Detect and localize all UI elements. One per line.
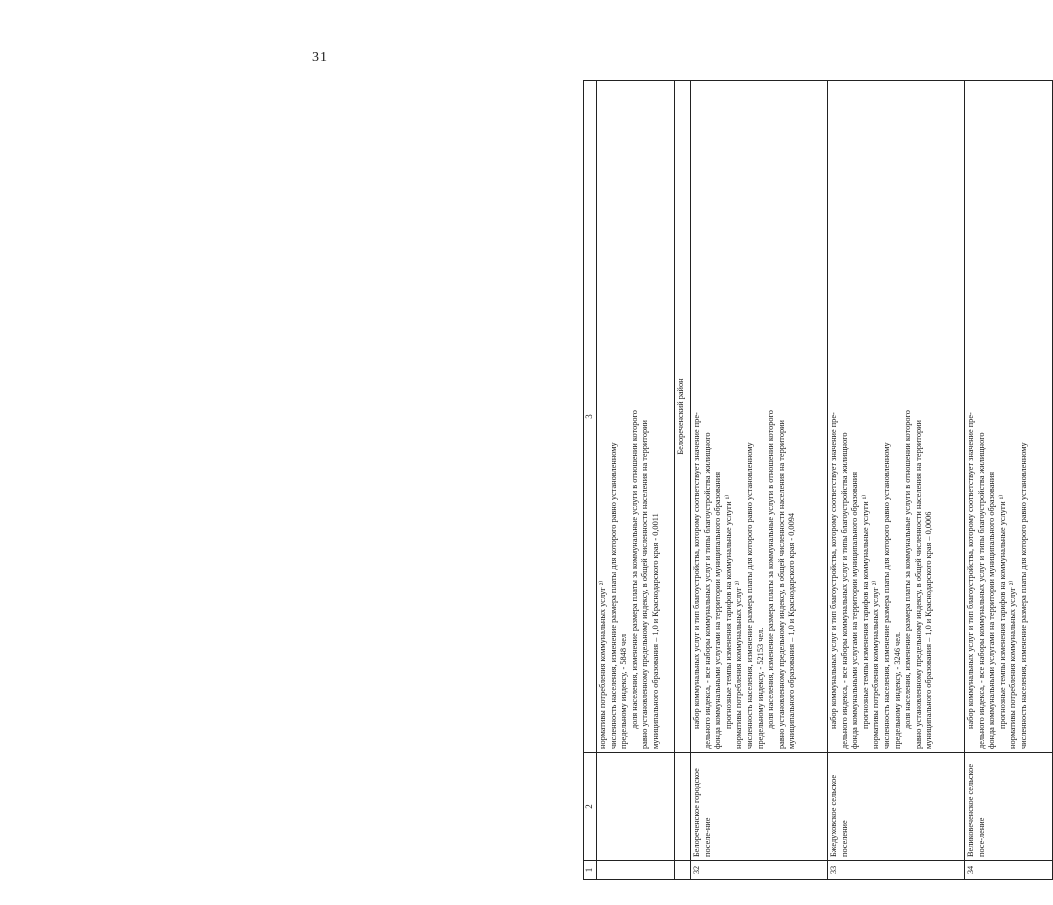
row-line: набор коммунальных услуг и тип благоустройства, которому соответствует значение пре- [692,412,701,729]
header-col-2: 2 [584,753,597,861]
row-line: численность населения, изменение размера платы для которого равно установленному [1018,442,1028,749]
rotated-table-wrapper [583,80,1053,880]
row-description [965,81,1053,753]
row-line: муниципального образования – 1,0 и Краснодарского края - 0,0094 [787,512,797,749]
row-line: равно установленному предельному индексу, в общей численности населения на территории [640,420,650,749]
row-number: 32 [691,861,828,880]
row-line: прогнозные темпы изменения тарифов на коммунальные услуги ¹⁾ [997,494,1007,729]
row-line: дельного индекса, - все наборы коммунальных услуг и типы благоустройства жилищного [976,432,986,749]
row-line: численность населения, изменение размера платы для которого равно установленному [608,442,618,749]
header-col-1: 1 [584,861,597,880]
row-line: численность населения, изменение размера платы для которого равно установленному [744,442,754,749]
page-number: 31 [312,50,328,65]
row-line: нормативы потребления коммунальных услуг ²⁾ [734,580,744,749]
row-line: предельному индексу, - 3246 чел. [892,631,902,749]
table-header-row [584,81,597,880]
row-line: набор коммунальных услуг и тип благоустройства, которому соответствует значение пре- [966,412,975,729]
row-line: доля населения, изменение размера платы за коммунальные услуги в отношении которого [766,410,776,729]
row-line: равно установленному предельному индексу, в общей численности населения на территории [913,420,923,749]
row-line: дельного индекса, - все наборы коммунальных услуг и типы благоустройства жилищного [702,432,712,749]
row-line: фонда коммунальными услугами на территории муниципального образования [850,471,860,749]
row-line: набор коммунальных услуг и тип благоустройства, которому соответствует значение пре- [829,412,838,729]
row-line: численность населения, изменение размера платы для которого равно установленному [881,442,891,749]
row-line: предельному индексу, - 5848 чел [619,633,629,749]
row-description [828,81,965,753]
row-line: равно установленному предельному индексу, в общей численности населения на территории [776,420,786,749]
settlement-name: Бжедуховское сельское поселение [828,753,965,861]
row-line: нормативы потребления коммунальных услуг ²⁾ [598,580,607,749]
row-line: дельного индекса, - все наборы коммунальных услуг и типы благоустройства жилищного [839,432,849,749]
row-line: прогнозные темпы изменения тарифов на коммунальные услуги ¹⁾ [860,494,870,729]
settlement-name: Белореченское городское поселе-ние [691,753,828,861]
row-number: 34 [965,861,1053,880]
header-col-3: 3 [584,81,597,753]
row-line: нормативы потребления коммунальных услуг ²⁾ [1008,580,1018,749]
row-continuation-text [597,81,675,753]
tariff-table [583,80,1053,880]
table-row [828,81,965,880]
row-line: муниципального образования – 1,0 и Краснодарского края - 0,0011 [650,513,660,749]
row-line: фонда коммунальными услугами на территории муниципального образования [987,471,997,749]
row-line: предельному индексу, - 52153 чел. [755,627,765,749]
district-row [675,81,691,880]
settlement-name: Великовеченское сельское посе-ление [965,753,1053,861]
row-line: доля населения, изменение размера платы за коммунальные услуги в отношении которого [903,410,913,729]
row-number: 33 [828,861,965,880]
row-line: муниципального образования – 1,0 и Краснодарского края – 0,0006 [924,511,934,749]
row-line: фонда коммунальными услугами на территории муниципального образования [713,471,723,749]
table-row-continuation [597,81,675,880]
row-line: доля населения, изменение размера платы за коммунальные услуги в отношении которого [629,410,639,729]
table-row [691,81,828,880]
row-line: прогнозные темпы изменения тарифов на коммунальные услуги ¹⁾ [723,494,733,729]
table-row [965,81,1053,880]
row-description [691,81,828,753]
row-line: нормативы потребления коммунальных услуг ²⁾ [871,580,881,749]
district-name: Белореченский район [675,81,691,753]
